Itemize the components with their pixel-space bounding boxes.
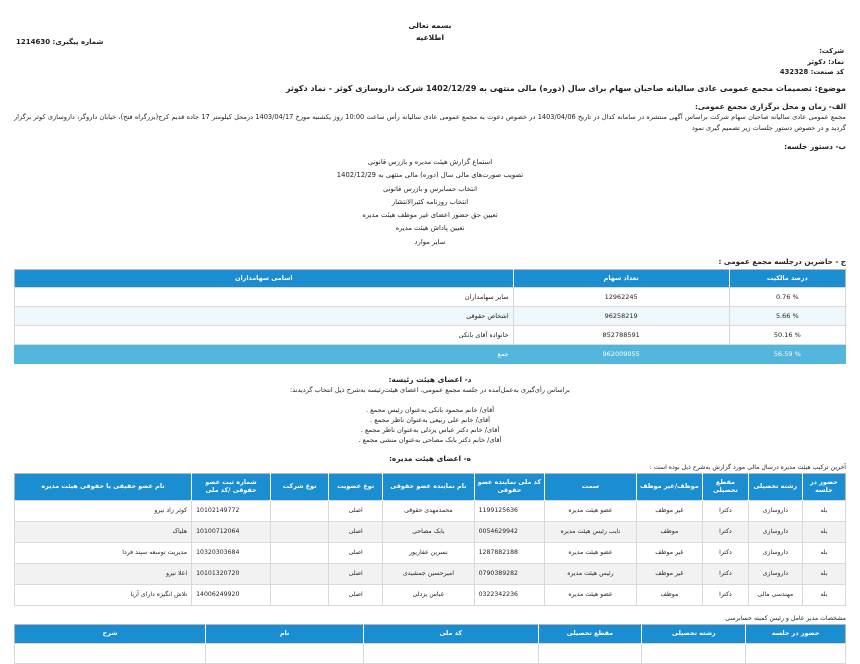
cell-duty-status: غیر موظف — [636, 563, 702, 584]
column-header-name: نام — [206, 624, 364, 643]
agenda-list — [14, 153, 846, 246]
cell-position: رئیس هیئت مدیره — [545, 563, 636, 584]
column-header-degree: مقطع تحصیلی — [703, 474, 749, 501]
cell-rep-national-id: 0322342236 — [474, 584, 545, 605]
cell-company-type — [271, 584, 329, 605]
cell-attendance: بله — [802, 500, 845, 521]
cell-rep-name: محمدمهدی حقوقی — [383, 500, 474, 521]
industry-code-label: کد صنعت: 432328 — [779, 68, 844, 77]
cell-duty-status: غیر موظف — [636, 542, 702, 563]
cell-rep-name: عباس یزدلی — [383, 584, 474, 605]
presiding-board-list — [14, 405, 846, 445]
section-f-note: مشخصات مدیر عامل و رئیس کمیته حسابرسی — [725, 614, 846, 622]
column-header-attendance: حضور در جلسه — [802, 474, 845, 501]
company-label: شرکت: — [819, 47, 844, 55]
cell-shareholder-name: خانواده آقای بانکی — [15, 326, 514, 345]
cell-duty-status: غیر موظف — [636, 500, 702, 521]
cell-entity-name: اعلا نیرو — [15, 563, 192, 584]
column-header-rep-national-id: کد ملی نماینده عضو حقوقی — [474, 474, 545, 501]
cell-duty-status: موظف — [636, 584, 702, 605]
section-d-subtitle: براساس رأی‌گیری به‌عمل‌آمده در جلسه مجمع عمومی، اعضای هیئت‌رئیسه به‌شرح ذیل انتخاب گردیدند: — [290, 386, 570, 395]
agenda-item: انتخاب حسابرس و بازرس قانونی — [383, 184, 477, 193]
cell-company-type — [271, 521, 329, 542]
cell-share-count-total: 962009055 — [513, 345, 729, 364]
shareholders-table — [14, 269, 846, 365]
presiding-board-member: آقای/ خانم دکتر بابک مصاحی به‌عنوان منشی مجمع . — [358, 436, 502, 445]
section-e-note: آخرین ترکیب هیئت مدیره درسال مالی مورد گزارش به‌شرح ذیل بوده است : — [649, 464, 846, 472]
cell-field-of-study: داروسازی — [748, 563, 802, 584]
presiding-board-member: آقای/ خانم علی ربیعی به‌عنوان ناظر مجمع . — [370, 416, 490, 425]
table-row-total — [15, 345, 846, 364]
cell-rep-name: امیرحسین جمشیدی — [383, 563, 474, 584]
basmala-block — [14, 20, 846, 43]
cell-ownership-percent: % 5.66 — [729, 307, 845, 326]
column-header-entity-name: نام عضو حقیقی یا حقوقی هیئت مدیره — [15, 474, 192, 501]
symbol-label: نماد: دکوثر — [807, 57, 844, 66]
cell-position: نایب رئیس هیئت مدیره — [545, 521, 636, 542]
table-header-row — [15, 474, 846, 501]
agenda-item: سایر موارد — [414, 237, 446, 246]
section-d-title: د- اعضای هیئت رئیسه: — [388, 375, 472, 385]
column-header-duty-status: موظف/غیر موظف — [636, 474, 702, 501]
cell-rep-national-id: 0790389282 — [474, 563, 545, 584]
basmala-line-1: بسمه تعالی — [408, 21, 452, 30]
cell-membership-type: اصلی — [329, 563, 383, 584]
cell-degree: دکترا — [703, 500, 749, 521]
cell-registration-id: 14006249920 — [192, 584, 271, 605]
column-header-description: شرح — [15, 624, 206, 643]
cell-membership-type: اصلی — [329, 542, 383, 563]
cell-attendance — [746, 643, 846, 663]
column-header-shareholder-names: اسامی سهامداران — [15, 269, 514, 288]
table-row — [15, 500, 846, 521]
column-header-company-type: نوع شرکت — [271, 474, 329, 501]
column-header-rep-name: نام نماینده عضو حقوقی — [383, 474, 474, 501]
cell-rep-name: نسرین عفاریور — [383, 542, 474, 563]
cell-field-of-study: داروسازی — [748, 521, 802, 542]
column-header-degree: مقطع تحصیلی — [538, 624, 642, 643]
agenda-item: انتخاب روزنامه کثیرالانتشار — [391, 197, 469, 206]
cell-ownership-percent-total: % 56.59 — [729, 345, 845, 364]
cell-degree: دکترا — [703, 521, 749, 542]
cell-position: عضو هیئت مدیره — [545, 500, 636, 521]
presiding-board-member: آقای/ خانم دکتر عباس یزدلی به‌عنوان ناظر مجمع . — [360, 426, 500, 435]
cell-position: عضو هیئت مدیره — [545, 542, 636, 563]
section-e-title: ه- اعضای هیئت مدیره: — [388, 454, 472, 464]
section-a-paragraph: مجمع عمومی عادی سالیانه صاحبان سهام شرکت براساس آگهی منتشره در سامانه کدال در تاریخ 1403/04/06 در خصوص دعوت به مجمع عمومی عادی سالیانه رأس ساعت 10:00 روز یکشنبه مورخ 1403/04/17 درمحل کیلومتر 17 جاده قدیم کرج(بزرگراه فتح)، خیابان داروگر، داروسازی کوثر برگزار گردید و در خصوص دستور جلسات زیر تصمیم گیری نمود — [14, 113, 846, 132]
cell-attendance: بله — [802, 521, 845, 542]
cell-registration-id: 10100712064 — [192, 521, 271, 542]
ceo-audit-committee-table — [14, 624, 846, 664]
presiding-board-member: آقای/ خانم محمود بانکی به‌عنوان رئیس مجمع . — [365, 406, 495, 415]
column-header-registration-id: شماره ثبت عضو حقوقی /کد ملی — [192, 474, 271, 501]
basmala-line-2: اطلاعیه — [415, 32, 445, 42]
cell-entity-name: مدیریت توسعه سپند فردا — [15, 542, 192, 563]
cell-membership-type: اصلی — [329, 521, 383, 542]
column-header-attendance: حضور در جلسه — [746, 624, 846, 643]
table-row — [15, 521, 846, 542]
table-row — [15, 326, 846, 345]
cell-rep-name: بابک مصاحی — [383, 521, 474, 542]
cell-attendance: بله — [802, 584, 845, 605]
company-info-block — [780, 46, 844, 78]
cell-field-of-study: داروسازی — [748, 500, 802, 521]
table-row — [15, 288, 846, 307]
table-row — [15, 307, 846, 326]
cell-membership-type: اصلی — [329, 500, 383, 521]
cell-registration-id: 10320303684 — [192, 542, 271, 563]
cell-degree: دکترا — [703, 563, 749, 584]
cell-degree: دکترا — [703, 584, 749, 605]
cell-field-of-study: داروسازی — [748, 542, 802, 563]
cell-shareholder-name: سایر سهامداران — [15, 288, 514, 307]
cell-company-type — [271, 500, 329, 521]
table-header-row — [15, 624, 846, 643]
table-header-row — [15, 269, 846, 288]
cell-entity-name: کوثر زاد نیرو — [15, 500, 192, 521]
cell-name — [206, 643, 364, 663]
cell-attendance: بله — [802, 542, 845, 563]
tracking-number: شماره پیگیری: 1214630 — [16, 38, 104, 46]
cell-ownership-percent: % 50.16 — [729, 326, 845, 345]
table-row — [15, 542, 846, 563]
column-header-national-id: کد ملی — [364, 624, 539, 643]
cell-share-count: 852788591 — [513, 326, 729, 345]
cell-position: عضو هیئت مدیره — [545, 584, 636, 605]
agenda-item: تعیین حق حضور اعضای غیر موظف هیئت مدیره — [362, 211, 498, 220]
cell-rep-national-id: 0054629942 — [474, 521, 545, 542]
cell-degree — [538, 643, 642, 663]
cell-share-count: 12962245 — [513, 288, 729, 307]
cell-company-type — [271, 563, 329, 584]
column-header-share-count: تعداد سهام — [513, 269, 729, 288]
cell-membership-type: اصلی — [329, 584, 383, 605]
cell-field-of-study — [642, 643, 746, 663]
agenda-item: استماع گزارش هیئت مدیره و بازرس قانونی — [367, 157, 493, 166]
cell-rep-national-id: 1287882188 — [474, 542, 545, 563]
document-subject: موضوع: تصمیمات مجمع عمومی عادی سالیانه صاحبان سهام برای سال (دوره) مالی منتهی به 1402/12/29 شرکت داروسازی کوثر - نماد دکوثر — [285, 84, 846, 93]
document-header — [14, 6, 846, 78]
column-header-position: سمت — [545, 474, 636, 501]
cell-entity-name: تلاش انگیزه دارای آریا — [15, 584, 192, 605]
table-row — [15, 643, 846, 663]
cell-shareholder-name: اشخاص حقوقی — [15, 307, 514, 326]
cell-share-count: 96258219 — [513, 307, 729, 326]
column-header-field-of-study: رشته تحصیلی — [748, 474, 802, 501]
cell-registration-id: 10102149772 — [192, 500, 271, 521]
column-header-field-of-study: رشته تحصیلی — [642, 624, 746, 643]
column-header-membership-type: نوع عضویت — [329, 474, 383, 501]
cell-shareholder-name-total: جمع — [15, 345, 514, 364]
cell-company-type — [271, 542, 329, 563]
cell-field-of-study: مهندسی مالی — [748, 584, 802, 605]
cell-description — [15, 643, 206, 663]
cell-national-id — [364, 643, 539, 663]
section-c-title: ج - حاضرین درجلسه مجمع عمومی : — [718, 256, 846, 266]
cell-degree: دکترا — [703, 542, 749, 563]
section-b-title: ب- دستور جلسه: — [784, 142, 846, 152]
board-of-directors-table — [14, 473, 846, 606]
agenda-item: تصویب صورت‌های مالی سال (دوره) مالی منتهی به 1402/12/29 — [336, 171, 524, 180]
cell-attendance: بله — [802, 563, 845, 584]
table-row — [15, 563, 846, 584]
cell-ownership-percent: % 0.76 — [729, 288, 845, 307]
column-header-ownership-percent: درصد مالکیت — [729, 269, 845, 288]
cell-duty-status: موظف — [636, 521, 702, 542]
cell-entity-name: هلیاک — [15, 521, 192, 542]
agenda-item: تعیین پاداش هیئت مدیره — [395, 224, 465, 233]
cell-registration-id: 10101320720 — [192, 563, 271, 584]
table-row — [15, 584, 846, 605]
section-a-title: الف- زمان و محل برگزاری مجمع عمومی: — [694, 102, 846, 111]
cell-rep-national-id: 1199125636 — [474, 500, 545, 521]
